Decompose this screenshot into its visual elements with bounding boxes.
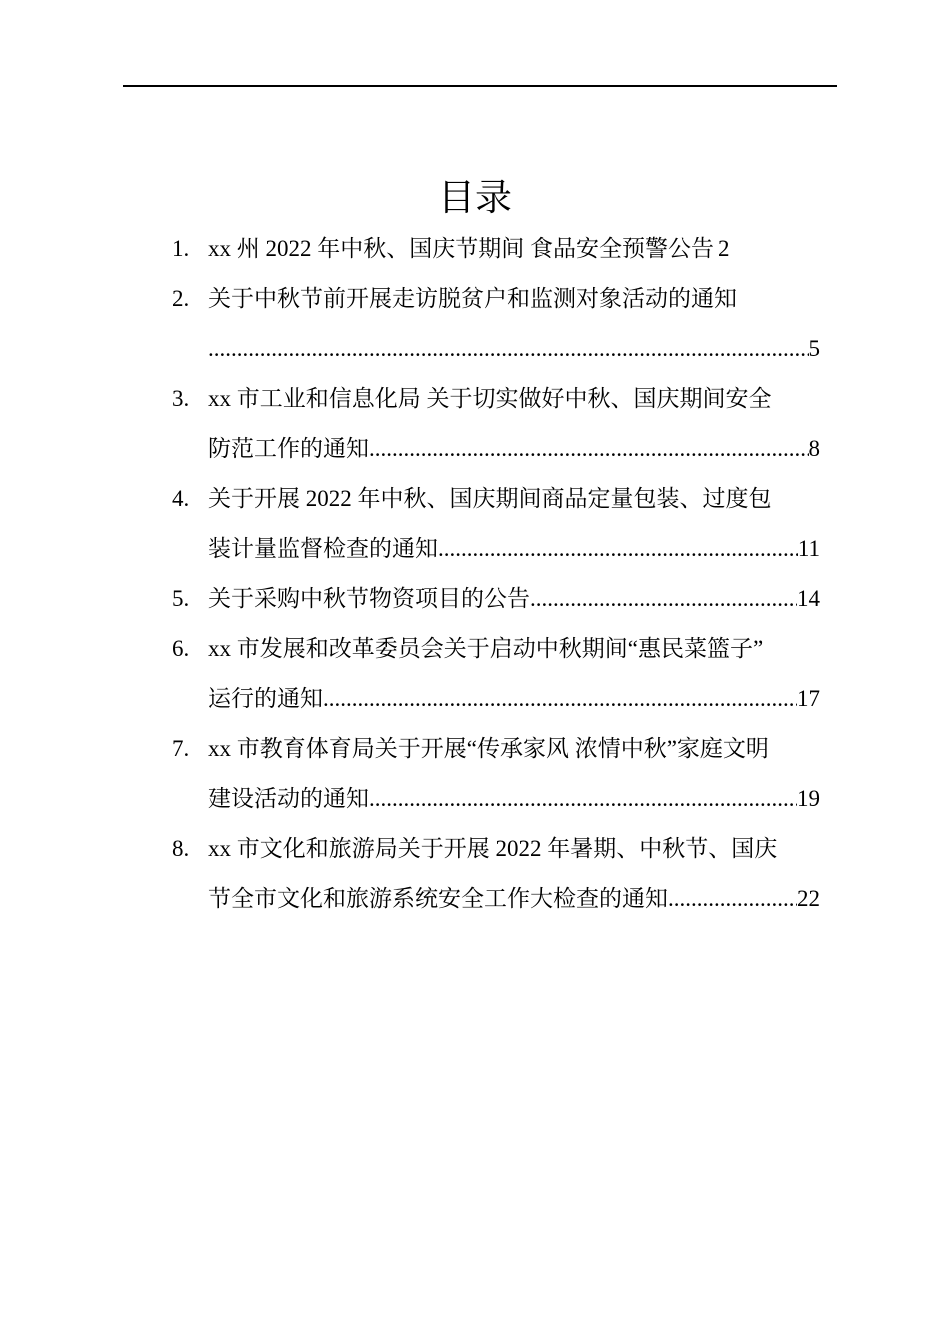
toc-entry[interactable]	[172, 724, 834, 824]
dot-leader	[208, 324, 809, 374]
toc-entry[interactable]	[172, 624, 834, 724]
toc-entry[interactable]	[172, 224, 834, 274]
entry-title: xx 州 2022 年中秋、国庆节期间 食品安全预警公告	[208, 236, 714, 261]
entry-title-cont: 建设活动的通知	[208, 786, 369, 811]
entry-number: 6.	[172, 636, 190, 661]
entry-page: 17	[797, 686, 820, 711]
entry-title-cont: 装计量监督检查的通知	[208, 536, 438, 561]
toc-entry[interactable]	[172, 474, 834, 574]
entry-title-cont: 防范工作的通知	[208, 436, 369, 461]
entry-number: 4.	[172, 486, 190, 511]
entry-number: 3.	[172, 386, 190, 411]
entry-title-cont: 运行的通知	[208, 686, 323, 711]
toc-list	[172, 224, 834, 924]
entry-number: 8.	[172, 836, 190, 861]
entry-number: 5.	[172, 586, 190, 611]
entry-page: 22	[797, 886, 820, 911]
dot-leader	[369, 774, 797, 824]
dot-leader	[323, 674, 797, 724]
toc-entry[interactable]	[172, 374, 834, 474]
dot-leader	[438, 524, 798, 574]
entry-page: 2	[718, 236, 730, 261]
entry-title: xx 市教育体育局关于开展“传承家风 浓情中秋”家庭文明	[208, 736, 769, 761]
toc-entry[interactable]	[172, 574, 834, 624]
entry-title: 关于开展 2022 年中秋、国庆期间商品定量包装、过度包	[208, 486, 772, 511]
dot-leader	[369, 424, 809, 474]
toc-entry[interactable]	[172, 824, 834, 924]
entry-title-cont: 节全市文化和旅游系统安全工作大检查的通知	[208, 886, 668, 911]
entry-title: 关于采购中秋节物资项目的公告	[208, 586, 530, 611]
entry-page: 14	[797, 586, 820, 611]
entry-page: 5	[808, 336, 820, 361]
dot-leader	[668, 874, 797, 924]
toc-title: 目录	[438, 176, 512, 219]
entry-page: 11	[797, 536, 820, 561]
entry-page: 8	[808, 436, 820, 461]
dot-leader	[530, 574, 797, 624]
entry-title: xx 市文化和旅游局关于开展 2022 年暑期、中秋节、国庆	[208, 836, 778, 861]
header-rule	[123, 85, 837, 87]
entry-number: 7.	[172, 736, 190, 761]
entry-title: xx 市工业和信息化局 关于切实做好中秋、国庆期间安全	[208, 386, 772, 411]
toc-entry[interactable]	[172, 274, 834, 374]
entry-title: 关于中秋节前开展走访脱贫户和监测对象活动的通知	[208, 286, 737, 311]
entry-title: xx 市发展和改革委员会关于启动中秋期间“惠民菜篮子”	[208, 636, 764, 661]
entry-number: 2.	[172, 286, 190, 311]
entry-page: 19	[797, 786, 820, 811]
entry-number: 1.	[172, 236, 190, 261]
